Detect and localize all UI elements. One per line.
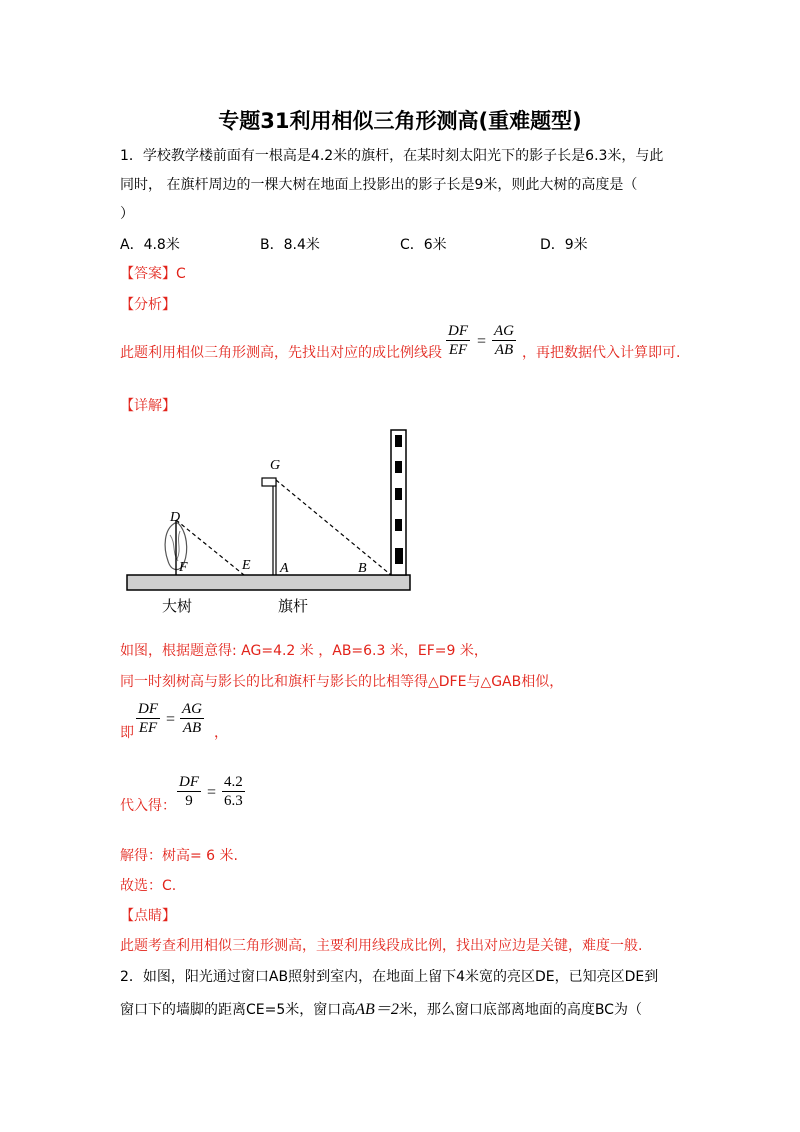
comment-label: 【点睛】 (120, 908, 176, 924)
sub-frac2-den: 6.3 (224, 793, 243, 809)
ji-frac2-num: AG (182, 701, 202, 717)
flag (262, 478, 276, 486)
detail-line2: 同一时刻树高与影长的比和旗杆与影长的比相等得△DFE与△GAB相似， (120, 674, 564, 690)
detail-fraction-ag-ab (180, 700, 204, 737)
label-e: E (242, 558, 251, 573)
q1-line2: 同时， 在旗杆周边的一棵大树在地面上投影出的影子长是9米，则此大树的高度是（ (120, 177, 638, 193)
analysis-frac2-num: AG (494, 323, 514, 339)
detail-equals-1: = (166, 711, 176, 728)
detail-label: 【详解】 (120, 398, 176, 414)
pole-shadow-ray (276, 480, 391, 575)
detail-ji-after: ， (214, 725, 228, 741)
detail-sub-label: 代入得： (120, 798, 176, 814)
analysis-fraction-ag-ab (492, 322, 516, 359)
answer-label: 【答案】 (120, 266, 176, 282)
label-a: A (280, 561, 289, 576)
answer-value: C (176, 266, 186, 282)
q2-line1: 2．如图，阳光通过窗口AB照射到室内，在地面上留下4米宽的亮区DE，已知亮区DE到 (120, 969, 659, 985)
q2-ab-formula: AB＝2 (355, 1001, 399, 1018)
detail-fraction-df-9 (177, 773, 201, 810)
analysis-text-after: ，再把数据代入计算即可. (522, 345, 681, 361)
detail-fraction-4.2-6.3 (222, 773, 245, 810)
building-window-4 (395, 519, 402, 531)
analysis-equals: = (477, 333, 487, 350)
answer-line (120, 263, 186, 283)
caption-tree: 大树 (162, 597, 193, 615)
label-b: B (358, 561, 367, 576)
analysis-frac2-den: AB (494, 342, 514, 358)
detail-choose: 故选：C. (120, 878, 177, 894)
q1-option-c: C．6米 (400, 237, 447, 253)
q2-line2-after: 米，那么窗口底部离地面的高度BC为（ (398, 1002, 642, 1018)
q1-line3: ） (120, 206, 134, 222)
detail-ji: 即 (120, 725, 134, 741)
q1-option-a: A．4.8米 (120, 237, 180, 253)
detail-solve: 解得：树高= 6 米. (120, 848, 238, 864)
building-window-3 (395, 488, 402, 500)
detail-line1: 如图，根据题意得: AG=4.2 米 ，AB=6.3 米，EF=9 米， (120, 643, 488, 659)
caption-pole: 旗杆 (278, 597, 309, 615)
ji-frac2-den: AB (182, 720, 202, 736)
analysis-frac1-den: EF (448, 342, 468, 358)
sub-frac2-num: 4.2 (224, 774, 243, 790)
label-f: F (179, 560, 188, 575)
q2-line2 (120, 996, 642, 1019)
building-window-1 (395, 435, 402, 447)
ji-frac1-den: EF (138, 720, 158, 736)
analysis-label: 【分析】 (120, 297, 176, 313)
analysis-text-before: 此题利用相似三角形测高，先找出对应的成比例线段 (120, 345, 442, 361)
sub-frac1-num: DF (179, 774, 199, 790)
q1-option-d: D．9米 (540, 237, 588, 253)
q1-line1: 1．学校教学楼前面有一根高是4.2米的旗杆，在某时刻太阳光下的影子长是6.3米，与此 (120, 148, 664, 164)
page-title: 专题31利用相似三角形测高(重难题型) (218, 109, 582, 133)
label-g: G (270, 458, 281, 473)
tree-crown-texture (170, 531, 180, 561)
detail-fraction-df-ef (136, 700, 160, 737)
similar-triangles-figure (120, 425, 420, 625)
ground-strip (127, 575, 410, 590)
q2-line2-before: 窗口下的墙脚的距离CE=5米，窗口高 (120, 1002, 356, 1018)
label-d: D (170, 510, 181, 525)
building-window-5 (395, 548, 403, 564)
sub-frac1-den: 9 (185, 793, 193, 809)
analysis-frac1-num: DF (448, 323, 468, 339)
analysis-fraction-df-ef (446, 322, 470, 359)
q1-option-b: B．8.4米 (260, 237, 320, 253)
ji-frac1-num: DF (138, 701, 158, 717)
building-window-2 (395, 461, 402, 473)
comment-text: 此题考查利用相似三角形测高，主要利用线段成比例，找出对应边是关键，难度一般. (120, 938, 643, 954)
detail-equals-2: = (207, 784, 217, 801)
